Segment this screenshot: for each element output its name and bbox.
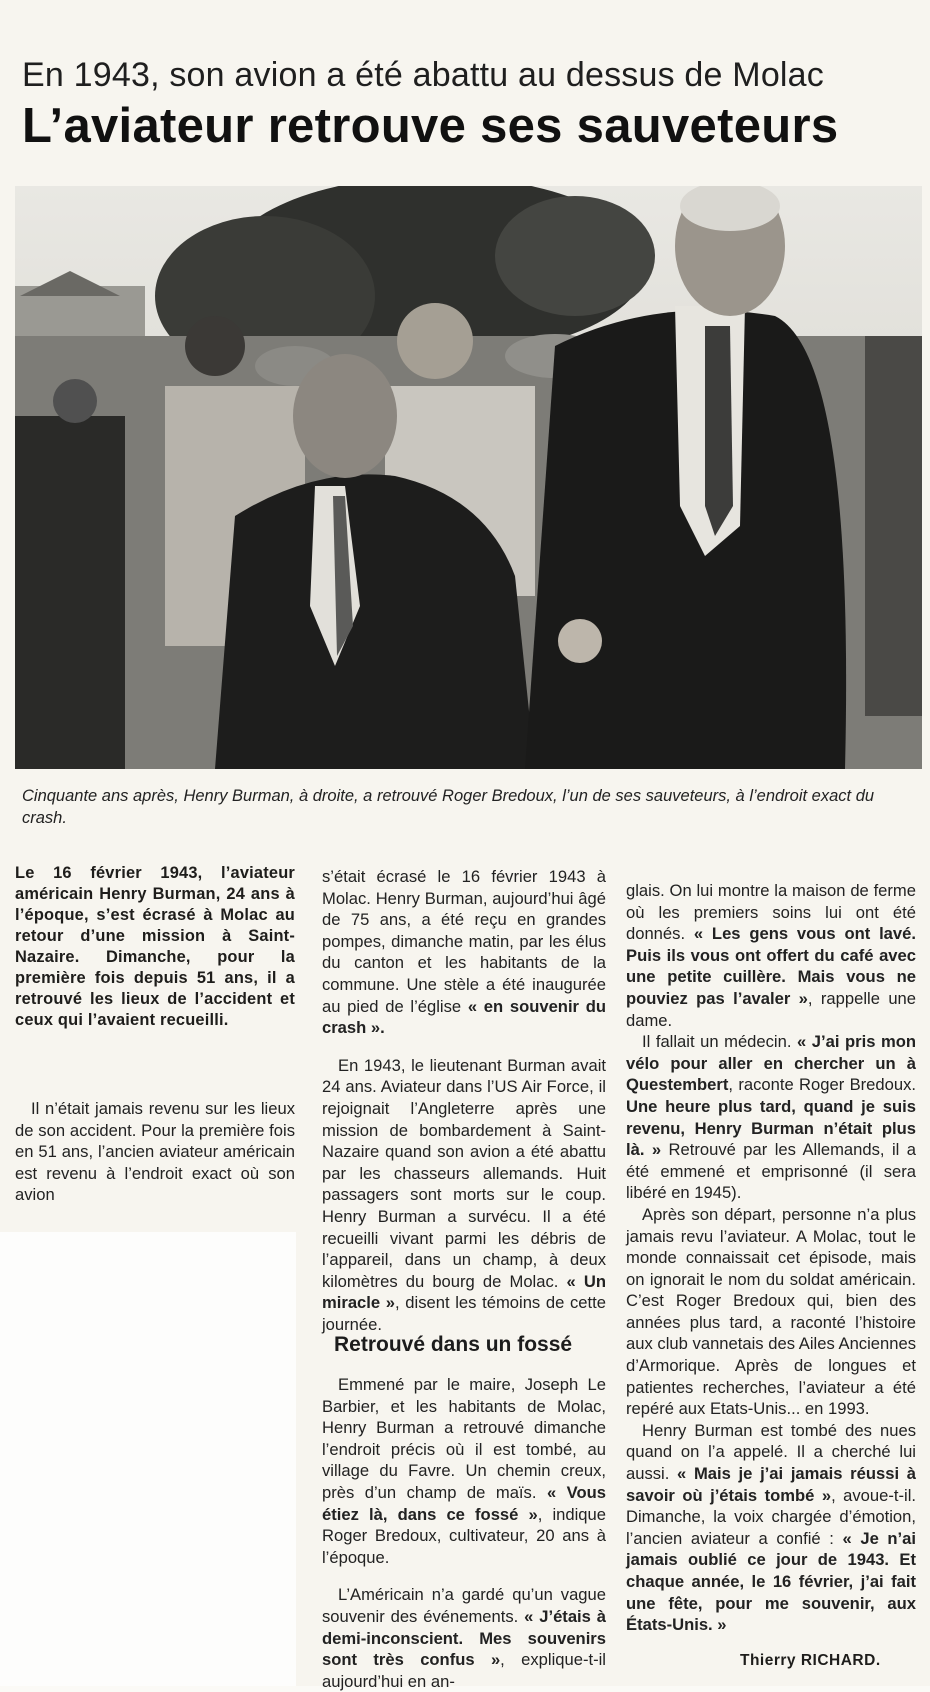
text: Henry Burman est tombé des nues quand on l’a appelé. Il a cherché lui aussi. [626, 1420, 916, 1484]
article-photo [15, 186, 922, 769]
text: En 1943, le lieutenant Burman avait 24 ans. Aviateur dans l’US Air Force, il rejoignait l’Angleterre après une mission de bombardement à Saint-Nazaire quand son avion a été abattu par les chasseurs allemands. Huit passagers sont morts sur le coup. Henry Burman a survécu. Il a été recueilli vivant parmi les débris de l’appareil, dans un champ, à deux kilomètres du bourg de Molac. [322, 1055, 606, 1291]
paragraph [322, 1584, 606, 1692]
paragraph [322, 1374, 606, 1568]
column-2-continued [322, 1374, 606, 1692]
paragraph [322, 866, 606, 1039]
paragraph [626, 1420, 916, 1636]
photo-caption: Cinquante ans après, Henry Burman, à droite, a retrouvé Roger Bredoux, l’un de ses sauveteurs, à l’endroit exact du crash. [22, 787, 875, 827]
text: , rappelle une dame. [626, 988, 916, 1030]
paragraph: Après son départ, personne n’a plus jamais revu l’aviateur. A Molac, tout le monde connaissait cet épisode, mais on ignorait le nom du soldat américain. C’est Roger Bredoux qui, bien des années plus tard, a raconté l’histoire aux club vannetais des Ailes Anciennes d’Armorique. Après de longues et patientes recherches, l’aviateur a été repéré aux Etats-Unis... en 1993. [626, 1204, 916, 1419]
text: Il fallait un médecin. [642, 1032, 797, 1052]
blank-area [0, 1232, 296, 1686]
text: s’était écrasé le 16 février 1943 à Molac. Henry Burman, aujourd’hui âgé de 75 ans, a été reçu en grandes pompes, dimanche matin, par les élus du canton et les habitants de la commune. Une stèle a été inaugurée au pied de l’église [322, 867, 606, 1016]
quote: « Les gens vous ont lavé. Puis ils vous ont offert du café avec une petite cuillère. Mais vous ne pouviez pas l’avaler » [626, 924, 916, 1008]
text: Emmené par le maire, Joseph Le Barbier, et les habitants de Molac, Henry Burman a retrouvé dimanche l’endroit précis où il est tombé, au village du Favre. Un chemin creux, près d’un champ de maïs. [322, 1375, 606, 1502]
quote: « Je n’ai jamais oublié ce jour de 1943. Et chaque année, le 16 février, j’ai fait une fête, pour me souvenir, aux États-Unis. » [626, 1528, 916, 1635]
photo-image [15, 186, 922, 769]
quote: « J’étais à demi-inconscient. Mes souvenirs sont très confus » [322, 1606, 606, 1670]
text: , raconte Roger Bredoux. [728, 1075, 916, 1095]
column-1 [15, 1098, 295, 1206]
headline: L’aviateur retrouve ses sauveteurs [22, 99, 839, 153]
paragraph: Il n’était jamais revenu sur les lieux de son accident. Pour la première fois en 51 ans, l’ancien aviateur américain est revenu à l’endroit exact où son avion [15, 1099, 295, 1205]
text: , indique Roger Bredoux, cultivateur, 20 ans à l’époque. [322, 1504, 606, 1567]
quote: « en souvenir du crash ». [322, 996, 606, 1038]
column-2 [322, 866, 606, 1335]
quote: « Un miracle » [322, 1271, 606, 1313]
text: Retrouvé par les Allemands, il a été emmené et emprisonné (il sera libéré en 1945). [626, 1140, 916, 1203]
quote: « Mais je j’ai jamais réussi à savoir où j’étais tombé » [626, 1464, 916, 1505]
paragraph [626, 1031, 916, 1204]
text: , avoue-t-il. Dimanche, la voix chargée d’émotion, l’ancien aviateur a confié : [626, 1485, 917, 1548]
text: L’Américain n’a gardé qu’un vague souvenir des événements. [322, 1585, 606, 1626]
subheading: Retrouvé dans un fossé [334, 1333, 573, 1356]
column-3 [626, 880, 916, 1636]
author-signature: Thierry RICHARD. [740, 1652, 881, 1669]
lede-paragraph: Le 16 février 1943, l’aviateur américain Henry Burman, 24 ans à l’époque, s’est écrasé à Molac au retour d’une mission à Saint-Nazaire. Dimanche, pour la première fois depuis 51 ans, il a retrouvé les lieux de l’accident et ceux qui l’avaient recueilli. [15, 864, 295, 1029]
text: glais. On lui montre la maison de ferme où les premiers soins lui ont été donnés. [626, 881, 916, 944]
paragraph [626, 880, 916, 1031]
paragraph [322, 1055, 606, 1336]
text: , disent les témoins de cette journée. [322, 1293, 606, 1334]
text: , explique-t-il aujourd’hui en an- [322, 1650, 606, 1691]
quote: « Vous étiez là, dans ce fossé » [322, 1482, 606, 1524]
quote: « J’ai pris mon vélo pour aller en chercher un à Questembert [626, 1032, 916, 1095]
quote: Une heure plus tard, quand je suis revenu, Henry Burman n’était plus là. » [626, 1096, 916, 1160]
overline: En 1943, son avion a été abattu au dessus de Molac [22, 56, 824, 94]
